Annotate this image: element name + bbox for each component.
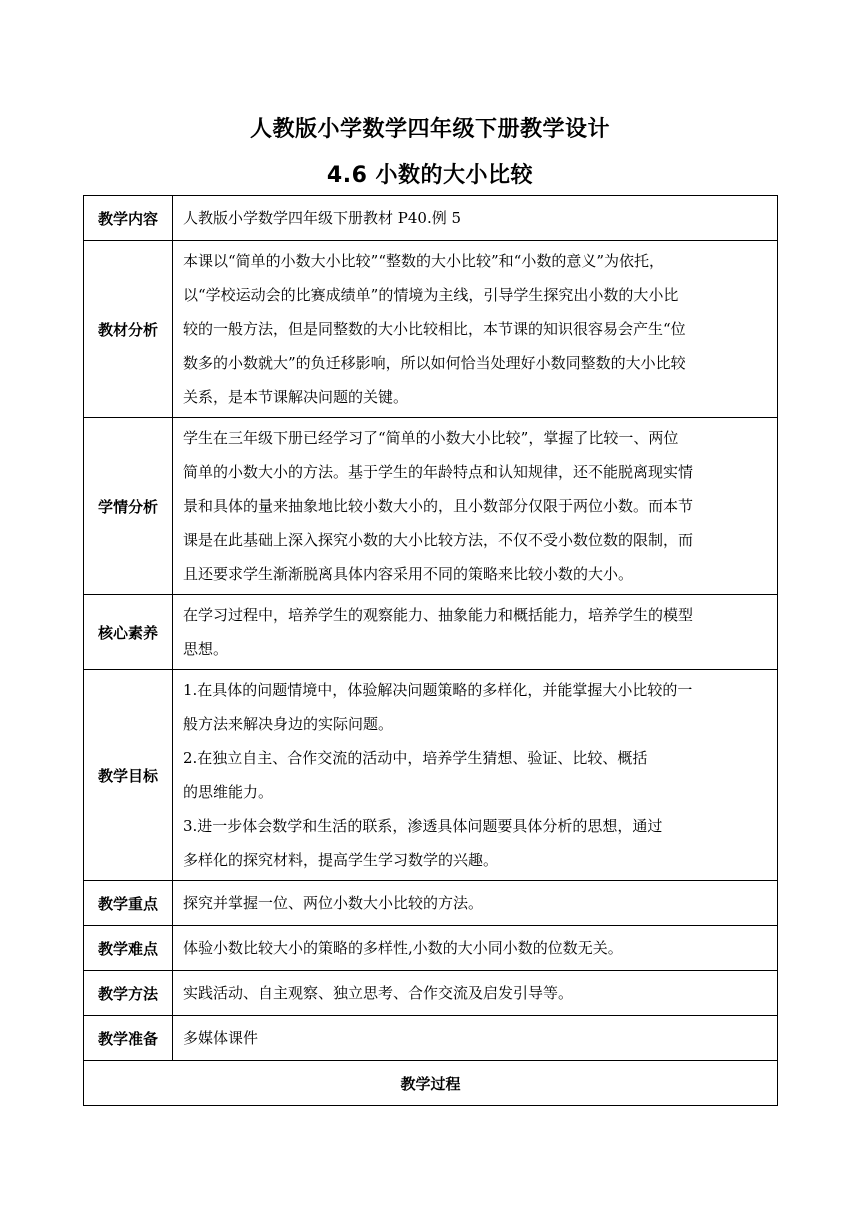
row-content (173, 926, 778, 971)
row-process-header (84, 1061, 778, 1106)
content-line: 景和具体的量来抽象地比较小数大小的，且小数部分仅限于两位小数。而本节 (183, 497, 694, 515)
content-line: 1.在具体的问题情境中，体验解决问题策略的多样化，并能掌握大小比较的一 (183, 681, 693, 699)
row-student-analysis (84, 418, 778, 595)
row-label: 教学重点 (84, 881, 173, 926)
row-core-literacy (84, 595, 778, 670)
lesson-plan-table (83, 195, 778, 1106)
content-line: 关系，是本节课解决问题的关键。 (183, 388, 409, 406)
content-line: 多媒体课件 (183, 1029, 259, 1047)
document-title: 人教版小学数学四年级下册教学设计 (249, 117, 610, 142)
content-line: 在学习过程中，培养学生的观察能力、抽象能力和概括能力，培养学生的模型 (183, 606, 694, 624)
row-textbook-analysis (84, 241, 778, 418)
content-line: 且还要求学生渐渐脱离具体内容采用不同的策略来比较小数的大小。 (183, 565, 634, 583)
row-teaching-content (84, 196, 778, 241)
row-content (173, 670, 778, 881)
row-label: 教学目标 (84, 670, 173, 881)
row-content (173, 971, 778, 1016)
row-content (173, 196, 778, 241)
content-line: 数多的小数就大”的负迁移影响，所以如何恰当处理好小数同整数的大小比较 (183, 354, 686, 372)
row-difficulties (84, 926, 778, 971)
process-header: 教学过程 (84, 1061, 778, 1106)
content-line: 本课以“简单的小数大小比较”“整数的大小比较”和“小数的意义”为依托， (183, 252, 665, 270)
content-line: 人教版小学数学四年级下册教材 P40.例 5 (183, 209, 462, 227)
row-label: 学情分析 (84, 418, 173, 595)
lesson-title: 4.6 小数的大小比较 (326, 163, 534, 188)
content-line: 2.在独立自主、合作交流的活动中，培养学生猜想、验证、比较、概括 (183, 749, 648, 767)
row-content (173, 1016, 778, 1061)
row-teaching-methods (84, 971, 778, 1016)
content-line: 以“学校运动会的比赛成绩单”的情境为主线，引导学生探究出小数的大小比 (183, 286, 679, 304)
row-content (173, 881, 778, 926)
row-label: 教学内容 (84, 196, 173, 241)
content-line: 实践活动、自主观察、独立思考、合作交流及启发引导等。 (183, 984, 574, 1002)
content-line: 学生在三年级下册已经学习了“简单的小数大小比较”，掌握了比较一、两位 (183, 429, 679, 447)
row-preparation (84, 1016, 778, 1061)
row-content (173, 595, 778, 670)
row-content (173, 241, 778, 418)
row-label: 教材分析 (84, 241, 173, 418)
content-line: 思想。 (183, 640, 229, 658)
row-label: 教学准备 (84, 1016, 173, 1061)
row-label: 教学难点 (84, 926, 173, 971)
content-line: 探究并掌握一位、两位小数大小比较的方法。 (183, 894, 484, 912)
row-label: 核心素养 (84, 595, 173, 670)
content-line: 的思维能力。 (183, 783, 274, 801)
row-key-points (84, 881, 778, 926)
content-line: 多样化的探究材料，提高学生学习数学的兴趣。 (183, 851, 499, 869)
content-line: 体验小数比较大小的策略的多样性,小数的大小同小数的位数无关。 (183, 939, 623, 957)
content-line: 较的一般方法，但是同整数的大小比较相比，本节课的知识很容易会产生“位 (183, 320, 686, 338)
content-line: 简单的小数大小的方法。基于学生的年龄特点和认知规律，还不能脱离现实情 (183, 463, 694, 481)
content-line: 般方法来解决身边的实际问题。 (183, 715, 394, 733)
content-line: 课是在此基础上深入探究小数的大小比较方法，不仅不受小数位数的限制，而 (183, 531, 694, 549)
content-line: 3.进一步体会数学和生活的联系，渗透具体问题要具体分析的思想，通过 (183, 817, 663, 835)
row-content (173, 418, 778, 595)
row-teaching-objectives (84, 670, 778, 881)
row-label: 教学方法 (84, 971, 173, 1016)
